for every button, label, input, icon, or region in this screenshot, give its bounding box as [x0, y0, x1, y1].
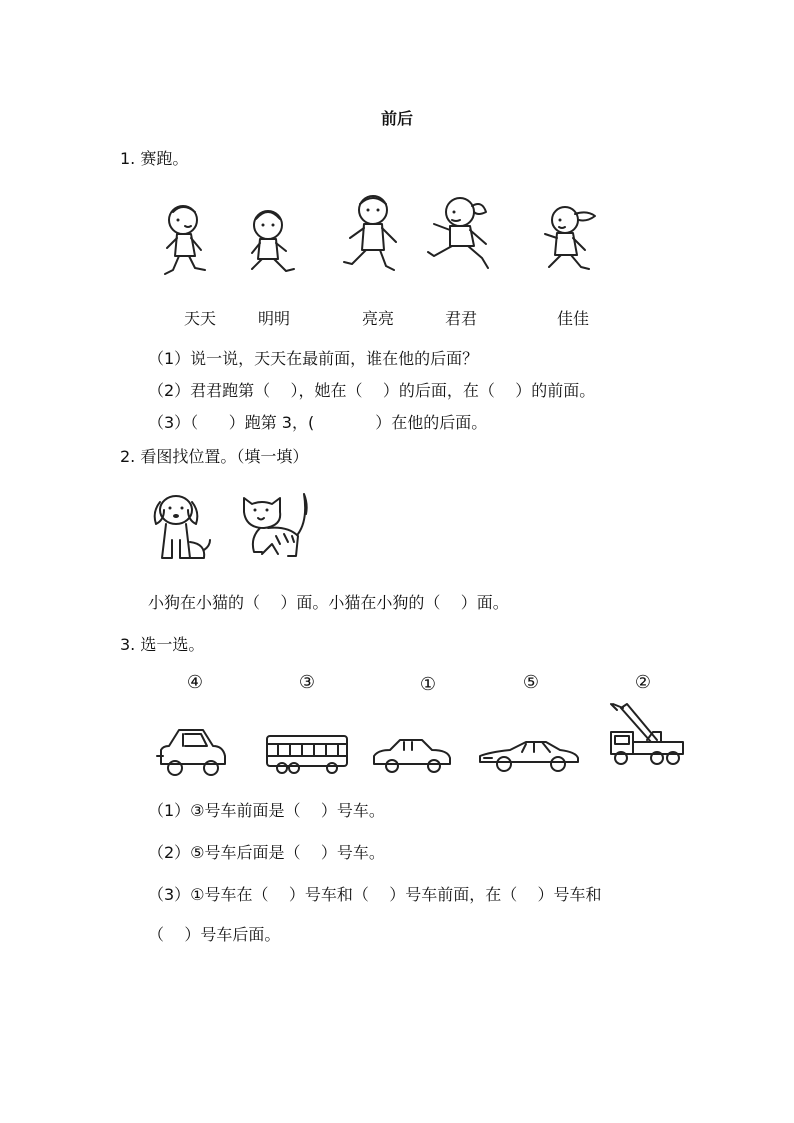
runner-liangliang-illustration — [338, 192, 408, 280]
runner-name-liangliang: 亮亮 — [361, 309, 394, 328]
car-number-3: ③ — [298, 672, 316, 693]
toy-car-illustration — [155, 724, 230, 779]
car-number-4: ④ — [186, 672, 204, 693]
sports-car-illustration — [476, 736, 581, 774]
q3-subquestion-3-line-2: （ ）号车后面。 — [148, 925, 281, 944]
runner-name-junjun: 君君 — [444, 309, 477, 328]
runner-name-mingming: 明明 — [257, 309, 290, 328]
runner-junjun-illustration — [422, 192, 507, 280]
q1-heading: 1. 赛跑。 — [120, 149, 189, 168]
car-number-2: ② — [634, 672, 652, 693]
runner-name-jiajia: 佳佳 — [556, 309, 589, 328]
sedan-illustration — [370, 736, 455, 776]
q1-subquestion-2: （2）君君跑第（ ），她在（ ）的后面，在（ ）的前面。 — [148, 381, 596, 400]
q1-subquestion-1: （1）说一说，天天在最前面，谁在他的后面？ — [148, 349, 479, 368]
page-title: 前后 — [380, 109, 413, 128]
runner-jiajia-illustration — [535, 200, 605, 280]
q3-subquestion-2: （2）⑤号车后面是（ ）号车。 — [148, 843, 385, 862]
cat-illustration — [238, 488, 318, 568]
q3-subquestion-1: （1）③号车前面是（ ）号车。 — [148, 801, 385, 820]
q1-subquestion-3: （3）（ ）跑第 3，( ）在他的后面。 — [148, 413, 488, 432]
q3-subquestion-3-line-1: （3）①号车在（ ）号车和（ ）号车前面，在（ ）号车和 — [148, 885, 602, 904]
bus-illustration — [264, 732, 352, 777]
dog-illustration — [148, 488, 213, 568]
car-number-5: ⑤ — [522, 672, 540, 693]
crane-truck-illustration — [607, 702, 689, 774]
q2-sentence: 小狗在小猫的（ ）面。小猫在小狗的（ ）面。 — [148, 593, 509, 612]
q2-heading: 2. 看图找位置。（填一填） — [120, 447, 309, 466]
runner-mingming-illustration — [240, 205, 305, 285]
runner-name-tiantian: 天天 — [183, 309, 216, 328]
q3-heading: 3. 选一选。 — [120, 635, 205, 654]
runner-tiantian-illustration — [155, 200, 220, 285]
car-number-1: ① — [419, 674, 437, 695]
